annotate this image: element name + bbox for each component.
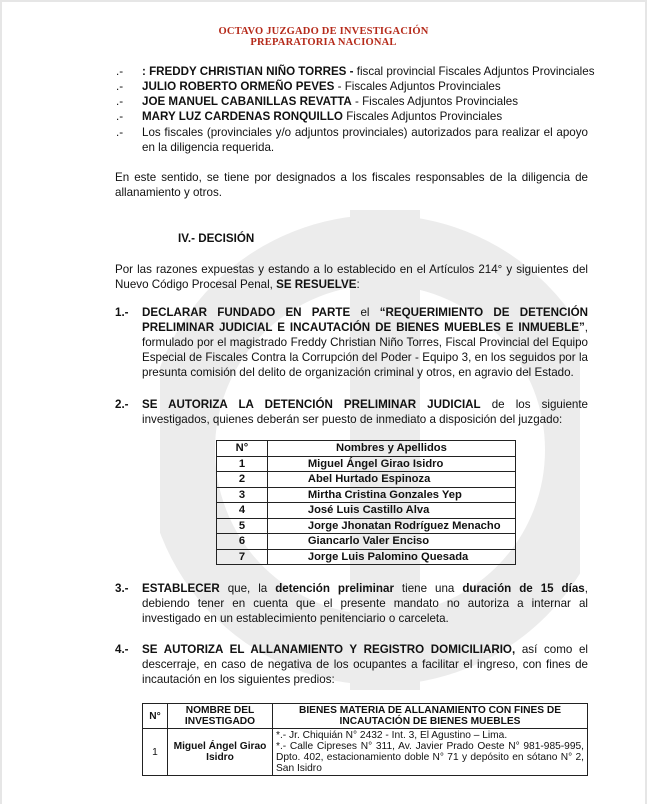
fiscal-role: - Fiscales Adjuntos Provinciales: [351, 95, 519, 108]
item-number: 2.-: [115, 398, 129, 411]
bien-item: *.- Jr. Chiquián N° 2432 - Int. 3, El Agustino – Lima.: [276, 730, 508, 741]
table-row: [217, 503, 516, 519]
fiscal-name: : FREDDY CHRISTIAN NIÑO TORRES -: [142, 65, 354, 78]
section-title: IV.- DECISIÓN: [178, 232, 255, 245]
item-3-duracion: duración de 15 días: [462, 582, 585, 595]
list-marker: .-: [116, 65, 124, 78]
fiscal-role: - Fiscales Adjuntos Provinciales: [334, 80, 501, 93]
row-nombre: Abel Hurtado Espinoza: [267, 472, 515, 488]
item-2-text: de los siguiente investigados, quienes deberán ser puesto de inmediato a disposición del juzgado:: [142, 398, 589, 426]
fiscal-name: JOE MANUEL CABANILLAS REVATTA: [142, 95, 352, 108]
table-header-row: [143, 704, 588, 729]
fiscal-item: [142, 94, 518, 109]
header-investigado: NOMBRE DEL INVESTIGADO: [168, 704, 273, 729]
item-1: [142, 305, 588, 380]
table-row: [217, 456, 516, 472]
item-3-text: que, la: [219, 582, 276, 595]
fiscal-item: [142, 109, 502, 124]
item-3-bold: ESTABLECER: [142, 582, 220, 595]
row-nombre: Miguel Ángel Girao Isidro: [267, 456, 515, 472]
item-2: [142, 397, 588, 427]
row-num: 4: [217, 503, 268, 519]
row-nombre: Jorge Jhonatan Rodríguez Menacho: [267, 518, 515, 534]
list-marker: .-: [116, 80, 124, 93]
item-4-text: así como el descerraje, en caso de negativa de los ocupantes a facilitar el ingreso, con fines de incautación en los siguientes predios:: [142, 643, 588, 686]
header-num: N°: [217, 441, 268, 457]
fiscal-name: JULIO ROBERTO ORMEÑO PEVES: [142, 80, 335, 93]
fiscal-role: Fiscales Adjuntos Provinciales: [342, 110, 503, 123]
row-investigado: Miguel Ángel Girao Isidro: [168, 729, 273, 776]
item-number: 3.-: [115, 582, 129, 595]
item-1-requerimiento: “REQUERIMIENTO DE DETENCIÓN PRELIMINAR JUDICIAL E INCAUTACIÓN DE BIENES MUEBLES E INMUEBLE”: [142, 306, 589, 334]
item-number: 1.-: [115, 306, 129, 319]
item-1-text: el: [350, 306, 380, 319]
list-marker: .-: [116, 110, 124, 123]
intro-text: Por las razones expuestas y estando a lo establecido en el Artículos 214° y siguientes del Nuevo Código Procesal Penal,: [115, 263, 588, 291]
investigados-table: [216, 440, 516, 565]
item-3-text2: tiene una: [393, 582, 463, 595]
item-2-bold: SE AUTORIZA LA DETENCIÓN PRELIMINAR JUDICIAL: [142, 398, 481, 411]
paragraph-sentido: En este sentido, se tiene por designados a los fiscales responsables de la diligencia de allanamiento y otros.: [115, 171, 588, 199]
row-nombre: Jorge Luis Palomino Quesada: [267, 549, 515, 565]
row-num: 7: [217, 549, 268, 565]
row-bienes: [273, 729, 588, 776]
row-num: 6: [217, 534, 268, 550]
predios-table: [142, 703, 588, 776]
list-marker: .-: [116, 126, 124, 139]
table-row: [217, 518, 516, 534]
table-row: [217, 549, 516, 565]
item-4: [142, 642, 588, 687]
table-header-row: [217, 441, 516, 457]
item-number: 4.-: [115, 643, 129, 656]
row-num: 3: [217, 487, 268, 503]
row-nombre: Giancarlo Valer Enciso: [267, 534, 515, 550]
fiscal-role: fiscal provincial Fiscales Adjuntos Provinciales: [353, 65, 595, 78]
intro-end: :: [356, 278, 360, 291]
bien-item: *.- Calle Cipreses N° 311, Av. Javier Prado Oeste N° 981-985-995, Dpto. 402, estacionamiento doble N° 71 y depósito en sótano N° 2, San Isidro: [276, 741, 584, 774]
row-num: 2: [217, 472, 268, 488]
fiscales-note: Los fiscales (provinciales y/o adjuntos provinciales) autorizados para realizar el apoyo en la diligencia requerida.: [142, 126, 588, 154]
table-row: [217, 487, 516, 503]
header-num: N°: [143, 704, 168, 729]
table-row: [217, 472, 516, 488]
header-bienes: BIENES MATERIA DE ALLANAMIENTO CON FINES DE INCAUTACIÓN DE BIENES MUEBLES: [273, 704, 588, 729]
row-nombre: Mirtha Cristina Gonzales Yep: [267, 487, 515, 503]
item-3-text3: , debiendo tener en cuenta que el presente mandato no autoriza a internar al investigado en un establecimiento penitenciario o carceleta.: [142, 582, 588, 625]
row-num: 1: [217, 456, 268, 472]
item-3: [142, 581, 588, 626]
item-1-text2: , formulado por el magistrado Freddy Christian Niño Torres, Fiscal Provincial del Equipo Especial de Fiscales Contra la Corrupción del Poder - Equipo 3, en los seguidos por la presunta comisión del delito de organización criminal y otros, en agravio del Estado.: [142, 321, 588, 379]
intro-resuelve: SE RESUELVE: [276, 278, 357, 291]
table-row: [143, 729, 588, 776]
court-subtitle: PREPARATORIA NACIONAL: [250, 37, 397, 48]
item-3-detencion: detención preliminar: [275, 582, 394, 595]
intro-paragraph: [115, 262, 588, 292]
item-4-bold: SE AUTORIZA EL ALLANAMIENTO Y REGISTRO DOMICILIARIO,: [142, 643, 516, 656]
row-num: 1: [143, 729, 168, 776]
fiscal-item: [142, 79, 501, 94]
header-nombres: Nombres y Apellidos: [267, 441, 515, 457]
court-name: OCTAVO JUZGADO DE INVESTIGACIÓN: [218, 26, 429, 37]
row-num: 5: [217, 518, 268, 534]
fiscal-item: [142, 64, 595, 79]
item-1-bold: DECLARAR FUNDADO EN PARTE: [142, 306, 351, 319]
table-row: [217, 534, 516, 550]
fiscal-name: MARY LUZ CARDENAS RONQUILLO: [142, 110, 343, 123]
list-marker: .-: [116, 95, 124, 108]
row-nombre: José Luis Castillo Alva: [267, 503, 515, 519]
